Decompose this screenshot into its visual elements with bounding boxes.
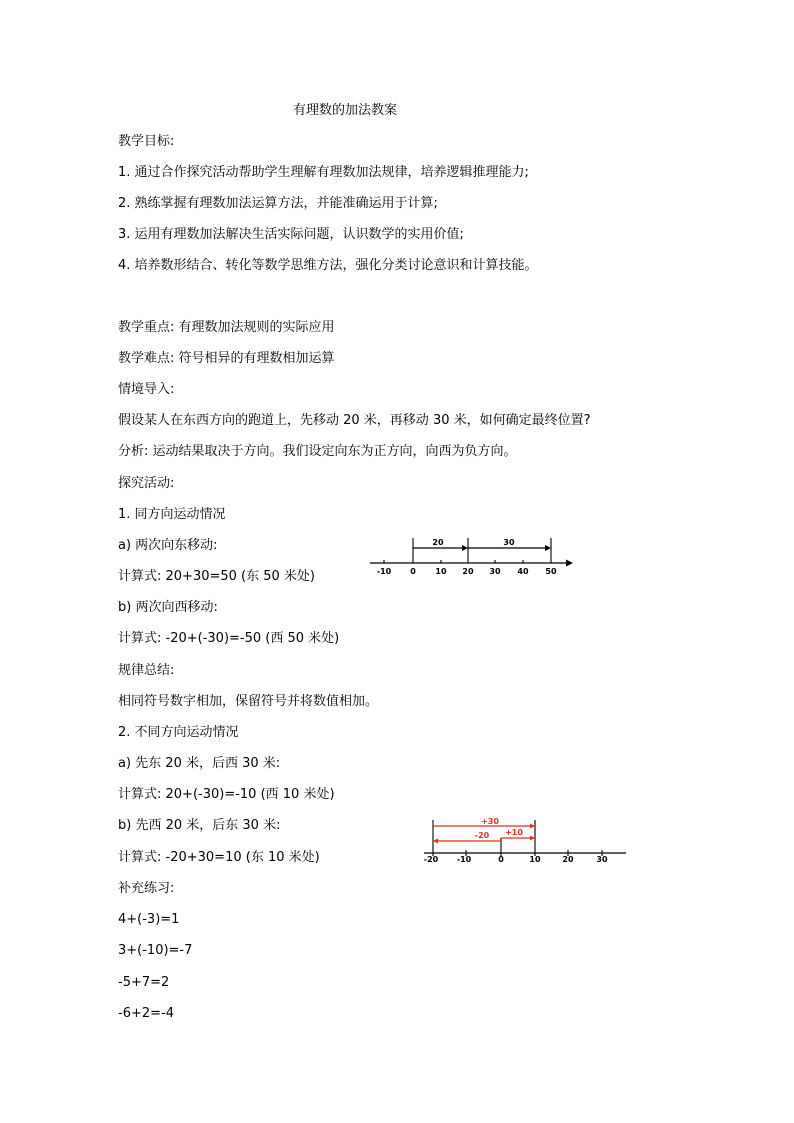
opposite-direction-calc-b: 计算式: -20+30=10 (东 10 米处): [118, 850, 320, 865]
summary-heading: 规律总结:: [118, 663, 175, 678]
opposite-direction-calc-a: 计算式: 20+(-30)=-10 (西 10 米处): [118, 787, 335, 802]
tick-label: 30: [489, 567, 501, 576]
title-text: 有理数的加法教案: [292, 103, 397, 118]
difficulty: 教学难点: 符号相异的有理数相加运算: [118, 351, 335, 366]
objective-1: 1. 通过合作探究活动帮助学生理解有理数加法规律，培养逻辑推理能力;: [118, 165, 529, 180]
tick-label: 0: [498, 855, 504, 864]
number-line-figure-same-direction: [366, 533, 578, 579]
label-minus20: -20: [474, 831, 490, 840]
tick-label: 50: [545, 567, 557, 576]
practice-heading: 补充练习:: [118, 881, 175, 896]
arrowhead-plus30: [530, 824, 535, 829]
same-direction-heading: 1. 同方向运动情况: [118, 507, 226, 522]
practice-item-1: 4+(-3)=1: [118, 912, 180, 927]
tick-label: 20: [562, 855, 574, 864]
tick-label: 30: [596, 855, 608, 864]
tick-label: -10: [376, 567, 392, 576]
same-direction-case-b: b) 两次向西移动:: [118, 600, 218, 615]
opposite-direction-case-b: b) 先西 20 米，后东 30 米:: [118, 818, 281, 833]
objective-4: 4. 培养数形结合、转化等数学思维方法，强化分类讨论意识和计算技能。: [118, 258, 538, 273]
arrowhead-plus10: [530, 836, 535, 841]
tick-label: -10: [456, 855, 472, 864]
arrow-20-label: 20: [432, 538, 444, 547]
arrowhead-minus20: [433, 839, 438, 844]
tick-label: 20: [462, 567, 474, 576]
objectives-heading: 教学目标:: [118, 134, 175, 149]
label-plus30: +30: [481, 817, 499, 826]
same-direction-calc-a: 计算式: 20+30=50 (东 50 米处): [118, 569, 316, 584]
summary-text: 相同符号数字相加，保留符号并将数值相加。: [118, 694, 379, 709]
opposite-direction-heading: 2. 不同方向运动情况: [118, 725, 239, 740]
document-title: [0, 103, 794, 119]
tick-label: -20: [423, 855, 439, 864]
analysis: 分析: 运动结果取决于方向。我们设定向东为正方向，向西为负方向。: [118, 444, 517, 459]
objective-3: 3. 运用有理数加法解决生活实际问题，认识数学的实用价值;: [118, 227, 464, 242]
key-point: 教学重点: 有理数加法规则的实际应用: [118, 320, 335, 335]
tick-label: 10: [529, 855, 541, 864]
tick-label: 0: [410, 567, 416, 576]
intro-question: 假设某人在东西方向的跑道上，先移动 20 米，再移动 30 米，如何确定最终位置?: [118, 413, 591, 428]
arrow-30-label: 30: [503, 538, 515, 547]
objective-2: 2. 熟练掌握有理数加法运算方法，并能准确运用于计算;: [118, 196, 438, 211]
practice-item-4: -6+2=-4: [118, 1006, 174, 1021]
same-direction-case-a: a) 两次向东移动:: [118, 538, 218, 553]
intro-heading: 情境导入:: [118, 382, 175, 397]
number-line-figure-opposite-direction: [420, 814, 628, 864]
opposite-direction-case-a: a) 先东 20 米，后西 30 米:: [118, 756, 281, 771]
tick-label: 40: [517, 567, 529, 576]
tick-label: 10: [435, 567, 447, 576]
same-direction-calc-b: 计算式: -20+(-30)=-50 (西 50 米处): [118, 631, 340, 646]
label-plus10: +10: [505, 828, 523, 837]
practice-item-2: 3+(-10)=-7: [118, 943, 193, 958]
practice-item-3: -5+7=2: [118, 975, 170, 990]
activity-heading: 探究活动:: [118, 476, 175, 491]
